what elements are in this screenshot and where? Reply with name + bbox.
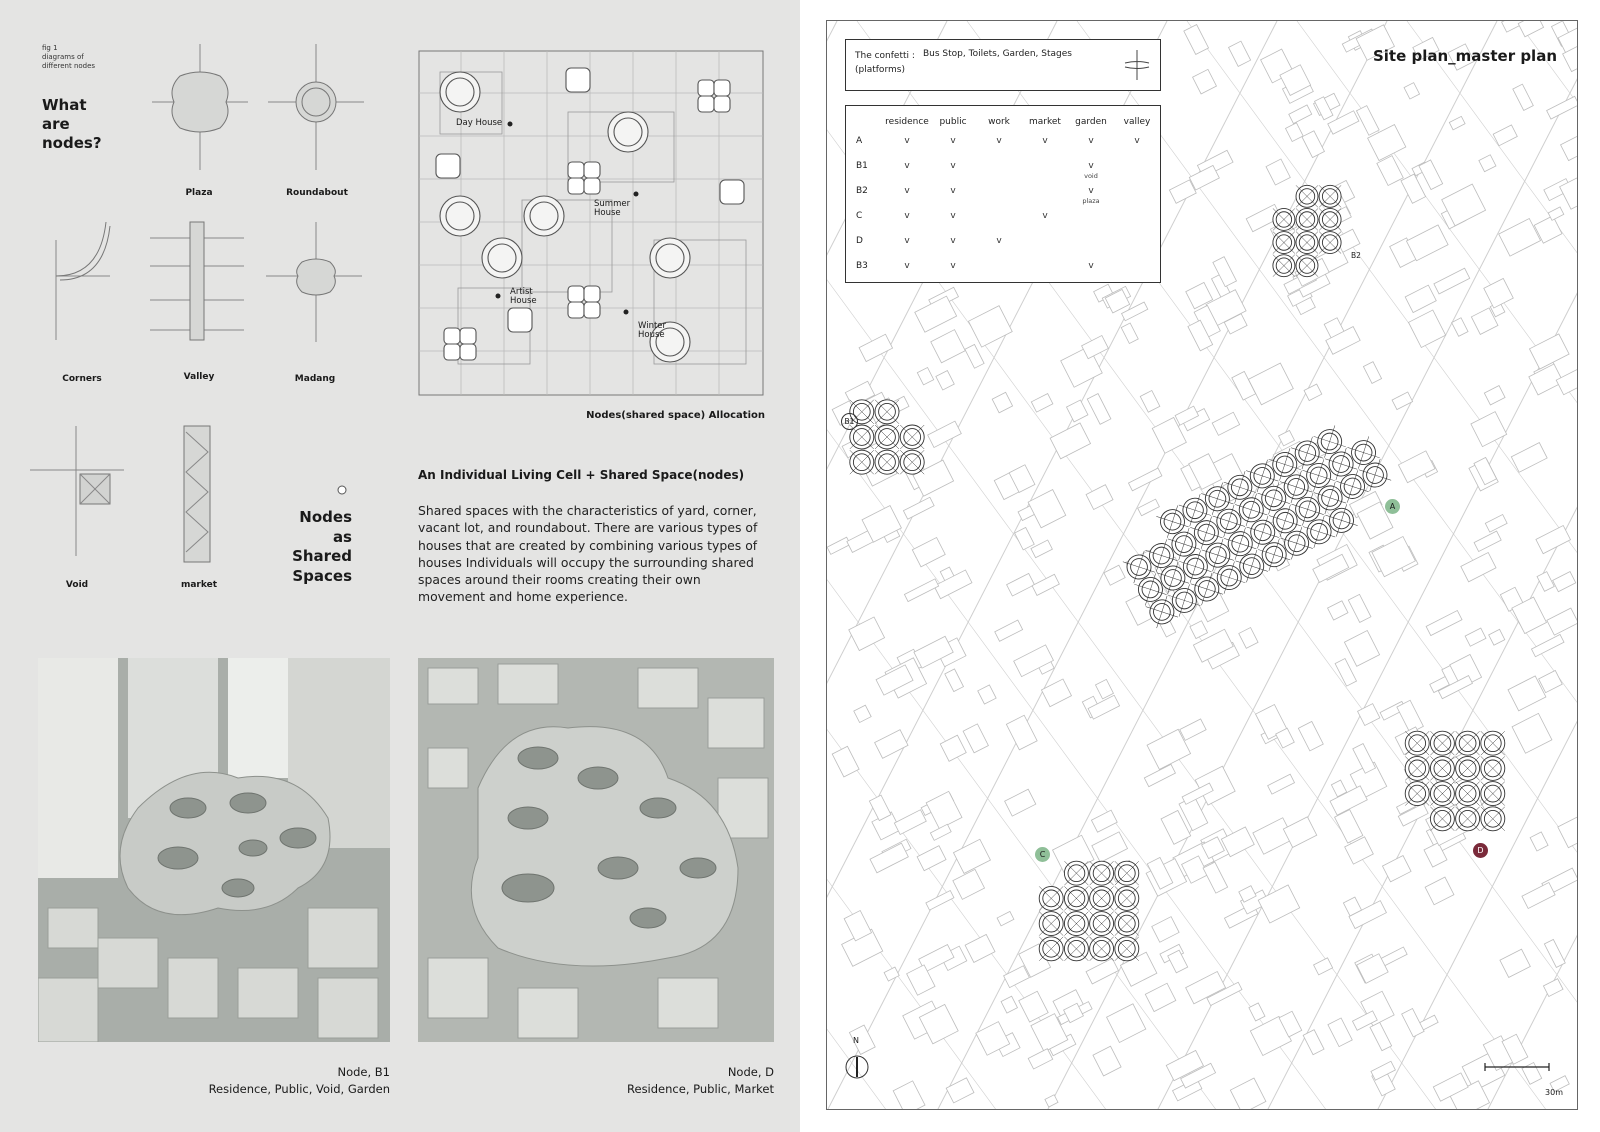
- label-artist-house: Artist House: [510, 287, 537, 306]
- table-cell: v: [904, 161, 910, 171]
- table-cell: v: [950, 136, 956, 146]
- scale-label: 30m: [1545, 1088, 1563, 1097]
- row-id: B2: [856, 186, 868, 196]
- row-id: A: [856, 136, 863, 146]
- fig-label: fig 1 diagrams of different nodes: [42, 44, 96, 70]
- table-cell: v: [950, 261, 956, 271]
- confetti-icon: [1122, 48, 1152, 82]
- label-day-house: Day House: [456, 118, 503, 128]
- column-header: valley: [1123, 117, 1151, 127]
- row-id: D: [856, 236, 863, 246]
- table-cell: v: [950, 211, 956, 221]
- column-header: garden: [1075, 117, 1107, 127]
- table-cell: v: [1088, 186, 1094, 196]
- node-badge-c: C: [1035, 847, 1050, 862]
- site-plan-title: Site plan_master plan: [1372, 47, 1557, 65]
- table-cell: v: [950, 236, 956, 246]
- node-label-market: market: [180, 580, 218, 590]
- table-cell: v: [904, 211, 910, 221]
- column-header: work: [988, 117, 1010, 127]
- node-label-roundabout: Roundabout: [286, 188, 348, 198]
- table-cell: v: [904, 236, 910, 246]
- row-id: C: [856, 211, 863, 221]
- node-label-void: Void: [65, 580, 89, 590]
- column-header: residence: [885, 117, 929, 127]
- node-label-valley: Valley: [183, 372, 215, 382]
- section-description: Shared spaces with the characteristics of yard, corner, vacant lot, and roundabout. There are various types of houses that are created by combining various types of houses Individuals will occupy the surrounding shared spaces around their rooms creating their own movement and home experience.: [418, 503, 758, 605]
- site-plan-panel: [826, 20, 1578, 1110]
- allocation-grid: [418, 50, 766, 398]
- table-cell: v: [996, 136, 1002, 146]
- table-cell: v: [950, 161, 956, 171]
- label-summer-house: Summer House: [594, 199, 631, 218]
- table-cell: v: [1088, 161, 1094, 171]
- table-cell: v: [996, 236, 1002, 246]
- table-cell: v: [950, 186, 956, 196]
- node-badge-d: D: [1473, 843, 1488, 858]
- table-cell: v: [1042, 136, 1048, 146]
- render-d-caption: Node, D Residence, Public, Market: [627, 1065, 774, 1096]
- north-label: N: [853, 1036, 859, 1045]
- label-winter-house: Winter House: [638, 321, 667, 340]
- render-node-b1: [38, 658, 390, 1042]
- node-marker-b1: B1: [841, 413, 858, 430]
- row-id: B3: [856, 261, 868, 271]
- node-badge-a: A: [1385, 499, 1400, 514]
- table-cell: v: [904, 136, 910, 146]
- render-b1-illustration: [38, 658, 390, 1042]
- column-header: market: [1029, 117, 1061, 127]
- node-label-madang: Madang: [294, 374, 336, 384]
- table-cell: v: [1042, 211, 1048, 221]
- program-table: [845, 105, 1161, 283]
- table-cell: v: [1088, 261, 1094, 271]
- table-note: void: [1084, 172, 1098, 180]
- table-cell: v: [1088, 136, 1094, 146]
- node-label-plaza: Plaza: [185, 188, 213, 198]
- table-note: plaza: [1082, 197, 1100, 205]
- render-node-d: [418, 658, 774, 1042]
- section-heading: An Individual Living Cell + Shared Space(nodes): [418, 468, 745, 482]
- render-b1-caption: Node, B1 Residence, Public, Void, Garden: [208, 1065, 390, 1096]
- table-cell: v: [904, 261, 910, 271]
- table-cell: v: [904, 186, 910, 196]
- question-title: What are nodes?: [42, 96, 102, 152]
- nodes-shared-spaces-title: Nodes as Shared Spaces: [292, 508, 352, 585]
- table-cell: v: [1134, 136, 1140, 146]
- node-label-corners: Corners: [62, 374, 102, 384]
- allocation-caption: Nodes(shared space) Allocation: [586, 410, 765, 421]
- confetti-legend: The confetti : (platforms) Bus Stop, Toilets, Garden, Stages: [845, 39, 1161, 91]
- row-id: B1: [856, 161, 868, 171]
- confetti-items: Bus Stop, Toilets, Garden, Stages: [923, 49, 1072, 59]
- column-header: public: [939, 117, 967, 127]
- node-marker-b2: B2: [1351, 251, 1361, 260]
- render-d-illustration: [418, 658, 774, 1042]
